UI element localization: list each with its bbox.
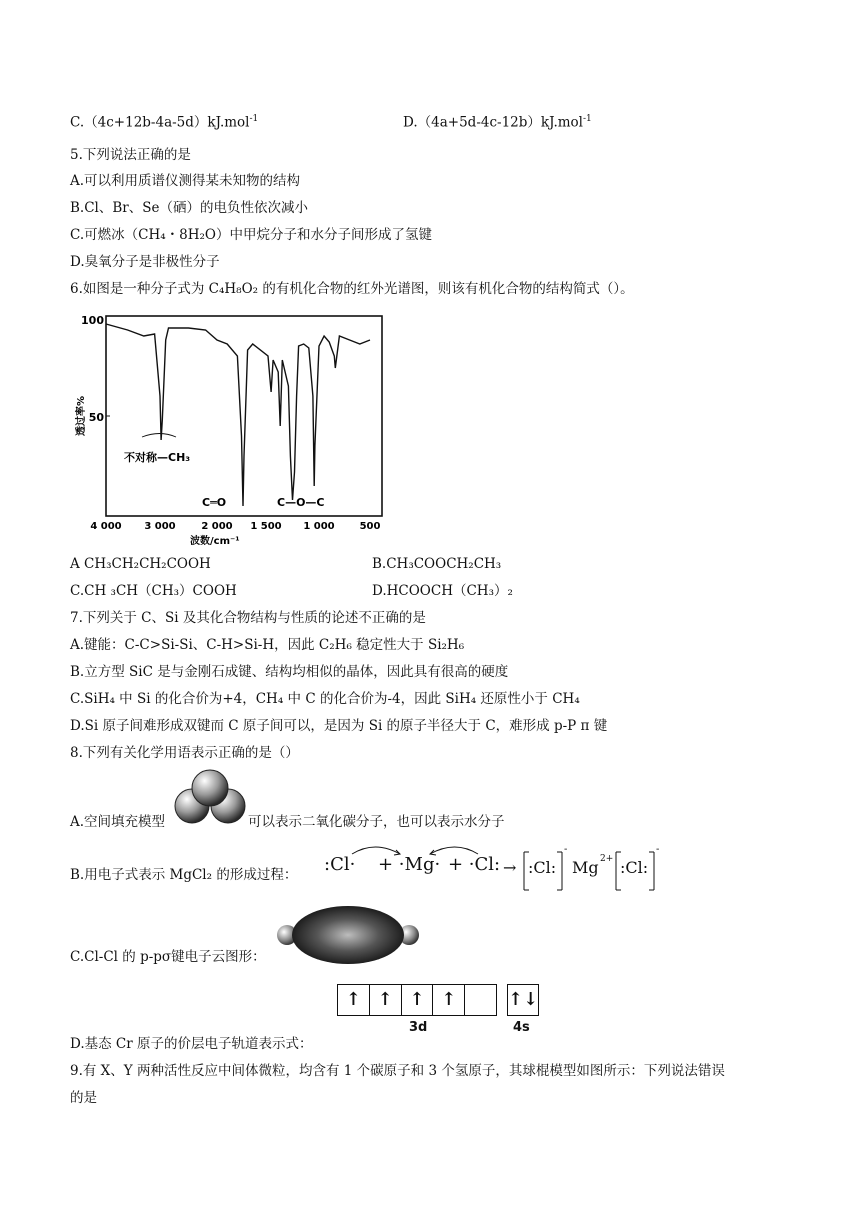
- q7-option-d: D.Si 原子间难形成双键而 C 原子间可以，是因为 Si 的原子半径大于 C，难形成 p-P π 键: [70, 718, 608, 734]
- x-tick-2000: 2 000: [201, 521, 233, 532]
- q8-option-a-post: 可以表示二氧化碳分子，也可以表示水分子: [248, 814, 505, 830]
- q6-option-b: B.CH₃COOCH₂CH₃: [372, 556, 502, 572]
- q8-option-d: D.基态 Cr 原子的价层电子轨道表示式：: [70, 1036, 313, 1052]
- x-tick-1000: 1 000: [303, 521, 335, 532]
- orbital-3d-box-3: ↑: [402, 985, 434, 1015]
- q5-option-d: D.臭氧分子是非极性分子: [70, 254, 220, 270]
- x-ticks: [90, 521, 380, 532]
- q7-option-a: A.键能：C-C>Si-Si、C-H>Si-H，因此 C₂H₆ 稳定性大于 Si₂H₆: [70, 637, 465, 653]
- q6-option-a: A CH₃CH₂CH₂COOH: [70, 556, 211, 572]
- orbital-3d-boxes: [337, 984, 497, 1016]
- cl-ion-right: :Cl:: [620, 858, 649, 877]
- q8-stem: 8.下列有关化学用语表示正确的是（）: [70, 745, 299, 761]
- q6-stem: 6.如图是一种分子式为 C₄H₈O₂ 的有机化合物的红外光谱图，则该有机化合物的结构简式（）。: [70, 281, 634, 297]
- orbital-3d-box-4: ↑: [433, 985, 465, 1015]
- q7-option-b: B.立方型 SiC 是与金刚石成键、结构均相似的晶体，因此具有很高的硬度: [70, 664, 509, 680]
- cl-atom-right: + ·Cl:: [448, 854, 501, 875]
- y-axis-label: 透过率%: [76, 395, 87, 437]
- annotation-co: C═O: [202, 496, 227, 509]
- q5-option-b: B.Cl、Br、Se（硒）的电负性依次减小: [70, 200, 308, 216]
- orbital-3d-box-2: ↑: [370, 985, 402, 1015]
- q8-option-b: B.用电子式表示 MgCl₂ 的形成过程：: [70, 867, 298, 883]
- q9-stem-line1: 9.有 X、Y 两种活性反应中间体微粒，均含有 1 个碳原子和 3 个氢原子，其球棍模型如图所示：下列说法错误: [70, 1063, 725, 1079]
- q5-stem: 5.下列说法正确的是: [70, 147, 191, 163]
- mg-ion-charge: 2+: [600, 854, 614, 864]
- q5-option-c: C.可燃冰（CH₄・8H₂O）中甲烷分子和水分子间形成了氢键: [70, 227, 432, 243]
- q7-stem: 7.下列关于 C、Si 及其化合物结构与性质的论述不正确的是: [70, 610, 426, 626]
- x-axis-label: 波数/cm⁻¹: [190, 536, 240, 547]
- q4-option-d: D.（4a+5d-4c-12b）kJ.mol$^{-1}$: [403, 114, 592, 131]
- ir-spectrum-line: [106, 324, 370, 506]
- q5-option-a: A.可以利用质谱仪测得某未知物的结构: [70, 173, 301, 189]
- x-tick-4000: 4 000: [90, 521, 122, 532]
- label-3d: 3d: [409, 1020, 428, 1035]
- p-p-sigma-electron-cloud-image: [272, 904, 422, 966]
- q6-option-c: C.CH ₃CH（CH₃）COOH: [70, 583, 237, 599]
- annotation-ch3: 不对称—CH₃: [124, 451, 191, 464]
- orbital-4s-box: ↑↓: [507, 984, 539, 1016]
- y-tick-100: 100: [81, 314, 104, 327]
- reaction-arrow: →: [503, 858, 517, 877]
- mg-ion: Mg: [572, 858, 599, 877]
- x-tick-1500: 1 500: [250, 521, 282, 532]
- orbital-3d-box-5: [465, 985, 496, 1015]
- y-tick-50: 50: [88, 411, 104, 424]
- cr-orbital-diagram: [337, 984, 537, 1036]
- ir-spectrum-chart: [72, 306, 392, 550]
- q8-option-a-pre: A.空间填充模型: [70, 814, 166, 830]
- q4-option-c: C.（4c+12b-4a-5d）kJ.mol$^{-1}$: [70, 114, 259, 131]
- mg-atom: + ·Mg·: [378, 854, 441, 875]
- cl-ion-left-charge: -: [564, 844, 568, 855]
- x-tick-3000: 3 000: [144, 521, 176, 532]
- ch3-annotation-arc: [142, 434, 176, 438]
- cl-ion-right-charge: -: [656, 844, 660, 855]
- x-tick-500: 500: [359, 521, 381, 532]
- q8-option-c: C.Cl-Cl 的 p-pσ键电子云图形：: [70, 949, 266, 965]
- q6-option-d: D.HCOOCH（CH₃）₂: [372, 583, 513, 599]
- annotation-coc: C—O—C: [277, 496, 325, 509]
- q7-option-c: C.SiH₄ 中 Si 的化合价为+4，CH₄ 中 C 的化合价为-4，因此 SiH₄ 还原性小于 CH₄: [70, 691, 580, 707]
- orbital-3d-box-1: ↑: [338, 985, 370, 1015]
- space-filling-model-image: [172, 768, 248, 828]
- q9-stem-line2: 的是: [70, 1090, 97, 1106]
- label-4s: 4s: [513, 1020, 530, 1035]
- mgcl2-formation-diagram: [320, 840, 660, 896]
- cl-atom-left: :Cl·: [324, 854, 356, 875]
- cl-ion-left: :Cl:: [528, 858, 557, 877]
